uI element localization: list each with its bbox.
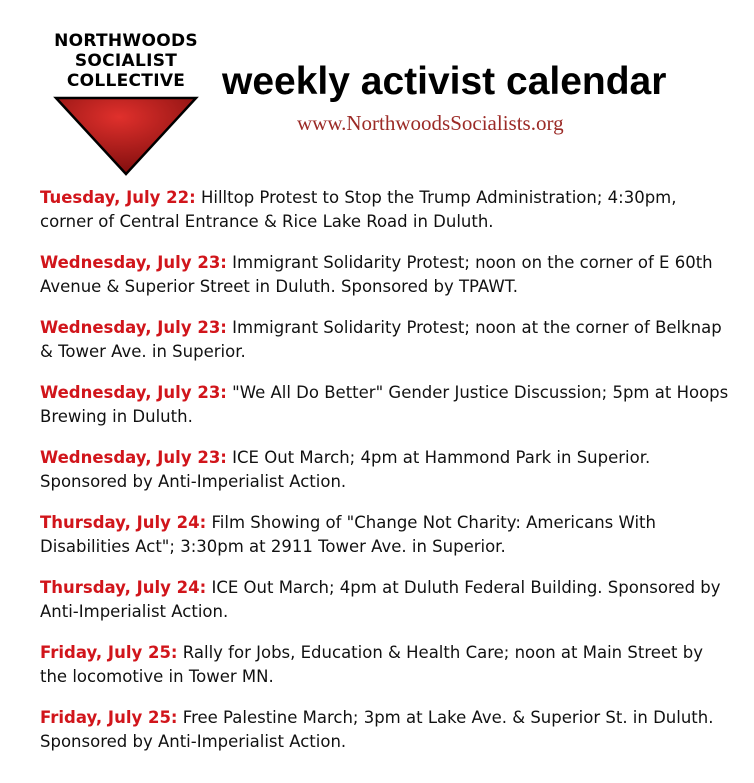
event-description: Hilltop Protest to Stop the Trump Administration; 4:30pm, corner of Central Entrance & Rice Lake Road in Duluth. — [40, 188, 677, 231]
event-day: Wednesday, July 23: — [40, 318, 227, 337]
event-item — [40, 576, 730, 624]
event-description: Immigrant Solidarity Protest; noon on the corner of E 60th Avenue & Superior Street in Duluth. Sponsored by TPAWT. — [40, 253, 713, 296]
event-item — [40, 641, 730, 689]
event-day: Thursday, July 24: — [40, 578, 207, 597]
event-description: ICE Out March; 4pm at Hammond Park in Superior. Sponsored by Anti-Imperialist Action. — [40, 448, 651, 491]
event-day: Wednesday, July 23: — [40, 383, 227, 402]
logo-text-line: COLLECTIVE — [66, 71, 186, 91]
event-item — [40, 316, 730, 364]
event-item — [40, 706, 730, 754]
website-link[interactable]: www.NorthwoodsSocialists.org — [297, 111, 564, 135]
event-description: Immigrant Solidarity Protest; noon at the corner of Belknap & Tower Ave. in Superior. — [40, 318, 722, 361]
event-item — [40, 381, 730, 429]
event-item — [40, 511, 730, 559]
event-description: Rally for Jobs, Education & Health Care; noon at Main Street by the locomotive in Tower MN. — [40, 643, 704, 686]
page-title: weekly activist calendar — [222, 60, 667, 103]
triangle-logo-icon — [46, 96, 206, 176]
logo-text-line: SOCIALIST — [74, 51, 178, 71]
event-day: Friday, July 25: — [40, 708, 178, 727]
event-item — [40, 186, 730, 234]
event-list — [40, 186, 730, 771]
event-item — [40, 251, 730, 299]
event-day: Wednesday, July 23: — [40, 448, 227, 467]
event-description: "We All Do Better" Gender Justice Discussion; 5pm at Hoops Brewing in Duluth. — [40, 383, 729, 426]
event-day: Thursday, July 24: — [40, 513, 207, 532]
event-description: ICE Out March; 4pm at Duluth Federal Building. Sponsored by Anti-Imperialist Action. — [40, 578, 721, 621]
event-day: Friday, July 25: — [40, 643, 178, 662]
event-day: Tuesday, July 22: — [40, 188, 196, 207]
collective-logo[interactable] — [46, 28, 206, 178]
logo-text-line: NORTHWOODS — [54, 31, 198, 51]
event-description: Film Showing of "Change Not Charity: Americans With Disabilities Act"; 3:30pm at 2911 Tower Ave. in Superior. — [40, 513, 656, 556]
event-day: Wednesday, July 23: — [40, 253, 227, 272]
header — [0, 0, 754, 180]
event-description: Free Palestine March; 3pm at Lake Ave. & Superior St. in Duluth. Sponsored by Anti-Imperialist Action. — [40, 708, 714, 751]
event-item — [40, 446, 730, 494]
